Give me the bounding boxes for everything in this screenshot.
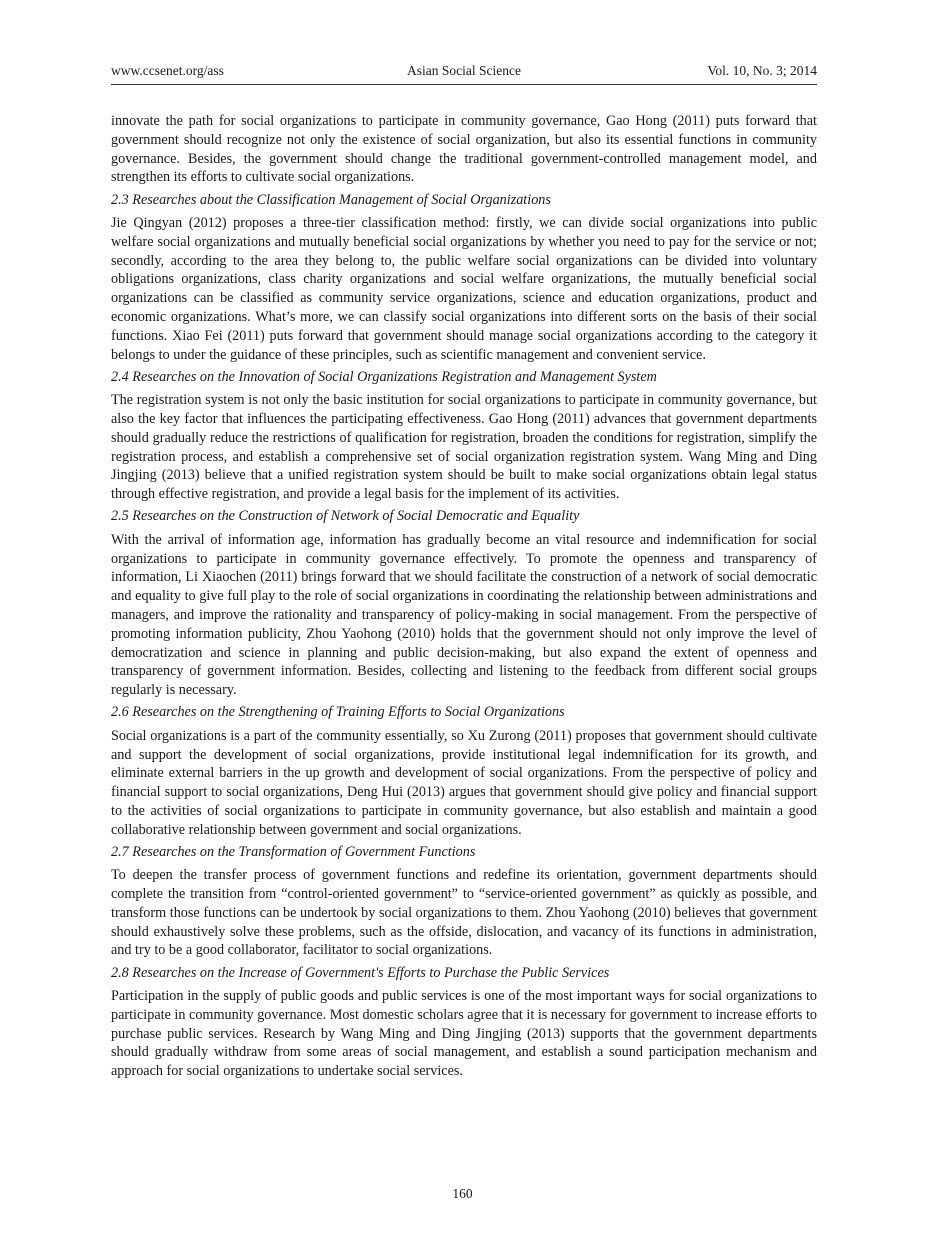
section-heading-2-8: 2.8 Researches on the Increase of Government's Efforts to Purchase the Public Services xyxy=(111,964,610,981)
running-header xyxy=(111,62,817,80)
page-number: 160 xyxy=(452,1186,473,1201)
section-heading-2-6: 2.6 Researches on the Strengthening of Training Efforts to Social Organizations xyxy=(111,704,565,721)
section-heading-2-5: 2.5 Researches on the Construction of Network of Social Democratic and Equality xyxy=(111,508,580,525)
section-paragraph-2-3: Jie Qingyan (2012) proposes a three-tier classification method: firstly, we can divide social organizations into public welfare social organizations and mutually beneficial social organizations by whether you need to pay for the service or not; secondly, according to the area they belong to, the public welfare social organizations can be divided into voluntary obligations organizations, class charity organizations and social welfare organizations, the mutually beneficial social organizations can be classified as community service organizations, science and education organizations, product and economic organizations. What’s more, we can classify social organizations into different sorts on the basis of their social functions. Xiao Fei (2011) puts forward that government should manage social organizations according to the category it belongs to under the guidance of these principles, such as scientific management and convenient service. xyxy=(111,214,817,363)
section-paragraph-2-8: Participation in the supply of public goods and public services is one of the most important ways for social organizations to participate in community governance. Most domestic scholars agree that it is necessary for government to increase efforts to purchase public services. Research by Wang Ming and Ding Jingjing (2013) supports that the government departments should gradually withdraw from some areas of social management, and establish a sound participation mechanism and approach for social organizations to undertake social services. xyxy=(111,988,817,1080)
section-paragraph-2-4: The registration system is not only the basic institution for social organizations to participate in community governance, but also the key factor that influences the participating effectiveness. Gao Hong (2011) advances that government departments should gradually reduce the restrictions of qualification for registration, broaden the conditions for registration, simplify the registration process, and establish a comprehensive set of social organization registration system. Wang Ming and Ding Jingjing (2013) believe that a unified registration system should be built to make social organizations obtain legal status through effective registration, and provide a legal basis for the implement of its activities. xyxy=(111,392,817,503)
section-heading-2-7: 2.7 Researches on the Transformation of Government Functions xyxy=(111,843,476,860)
section-heading-2-3: 2.3 Researches about the Classification Management of Social Organizations xyxy=(111,191,551,208)
volume-info: Vol. 10, No. 3; 2014 xyxy=(707,63,817,78)
section-paragraph-2-5: With the arrival of information age, information has gradually become an vital resource and indemnification for social organizations to participate in community governance effectively. To promote the openness and transparency of information, Li Xiaochen (2011) brings forward that we should facilitate the construction of a network of social democratic and equality to give full play to the role of social organizations in coordinating the relationship between administrations and managers, and improve the rationality and transparency of policy-making in social management. From the perspective of promoting information publicity, Zhou Yaohong (2010) holds that the government should not only improve the level of democratization and science in planning and public decision-making, but also expand the extent of openness and transparency of government information. Besides, collecting and listening to the feedback from different social groups regularly is necessary. xyxy=(111,531,817,699)
journal-url: www.ccsenet.org/ass xyxy=(111,63,224,78)
section-paragraph-2-6: Social organizations is a part of the community essentially, so Xu Zurong (2011) proposes that government should cultivate and support the development of social organizations, provide institutional legal indemnification for its growth, and eliminate external barriers in the up growth and development of social organizations. From the perspective of policy and financial support to social organizations, Deng Hui (2013) argues that government should give policy and financial support to the activities of social organizations to participate in community governance, but also establish and maintain a good collaborative relationship between government and social organizations. xyxy=(111,727,817,838)
header-rule xyxy=(111,84,817,85)
article-body xyxy=(111,112,817,1085)
section-heading-2-4: 2.4 Researches on the Innovation of Social Organizations Registration and Management System xyxy=(111,368,657,385)
intro-paragraph: innovate the path for social organizations to participate in community governance, Gao Hong (2011) puts forward that government should recognize not only the existence of social organization, but also its essential functions in community governance. Besides, the government should change the traditional government-controlled management model, and strengthen its efforts to cultivate social organizations. xyxy=(111,113,817,186)
section-paragraph-2-7: To deepen the transfer process of government functions and redefine its orientation, government departments should complete the transition from “control-oriented government” to “service-oriented government” as quickly as possible, and transform those functions can be undertook by social organizations to them. Zhou Yaohong (2010) believes that government should exhaustively solve these problems, such as the offside, dislocation, and vacancy of its functions in administration, and try to be a good collaborator, facilitator to social organizations. xyxy=(111,867,817,959)
journal-title: Asian Social Science xyxy=(407,63,521,78)
